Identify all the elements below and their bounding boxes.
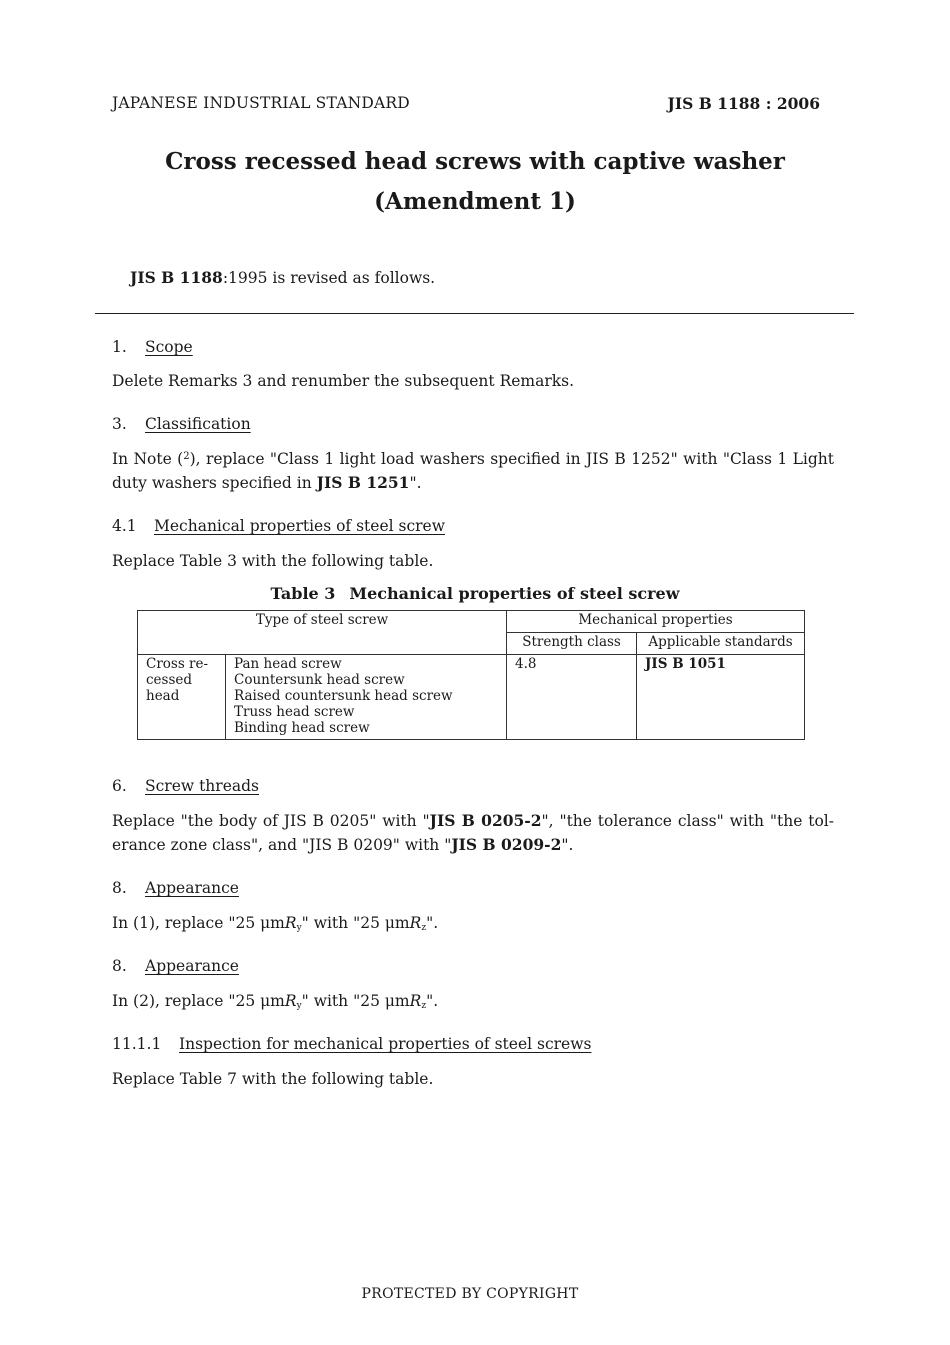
- header-type: Type of steel screw: [138, 611, 507, 655]
- symbol-subscript: y: [296, 923, 302, 933]
- text-run: ".: [561, 836, 574, 854]
- symbol-r: R: [284, 914, 297, 932]
- header-standard-label: JAPANESE INDUSTRIAL STANDARD: [112, 94, 410, 112]
- intro-rest: :1995 is revised as follows.: [222, 269, 436, 287]
- section-heading-mechanical: [112, 517, 445, 535]
- section-number: 6.: [112, 777, 127, 795]
- section-text-appearance-1: [112, 911, 834, 940]
- section-title: Inspection for mechanical properties of steel screws: [179, 1035, 592, 1053]
- symbol-r: R: [409, 992, 422, 1010]
- symbol-subscript: y: [296, 1001, 302, 1011]
- table-caption-title: Mechanical properties of steel screw: [349, 584, 680, 603]
- table-caption-number: Table 3: [270, 584, 336, 603]
- section-heading-scope: [112, 338, 193, 356]
- section-heading-appearance-1: [112, 879, 239, 897]
- std-ref: JIS B 0209-2: [451, 835, 562, 854]
- header-strength: Strength class: [507, 633, 637, 655]
- text-run: ), replace "Class 1 light load washers specified in JIS B 1252" with "Class 1 Light duty washers specified in: [112, 450, 834, 492]
- header-standard-number: JIS B 1188 : 2006: [667, 94, 820, 113]
- screw-types-cell: [226, 655, 507, 740]
- group-line: Cross re-: [146, 656, 209, 672]
- header-standards: Applicable standards: [637, 633, 805, 655]
- text-run: ".: [426, 914, 439, 932]
- screw-type: Pan head screw: [234, 656, 342, 672]
- header-mechanical: Mechanical properties: [507, 611, 805, 633]
- text-run: " with "25 μm: [301, 914, 410, 932]
- section-number: 8.: [112, 957, 127, 975]
- section-heading-inspection: [112, 1035, 591, 1053]
- group-line: head: [146, 688, 180, 704]
- screw-type: Raised countersunk head screw: [234, 688, 453, 704]
- text-run: ".: [409, 474, 422, 492]
- group-cell: [138, 655, 226, 740]
- strength-cell: 4.8: [507, 655, 637, 740]
- table-caption: [0, 584, 950, 603]
- section-title: Mechanical properties of steel screw: [154, 517, 445, 535]
- section-text-classification: [112, 447, 834, 495]
- screw-type: Binding head screw: [234, 720, 370, 736]
- group-line: cessed: [146, 672, 193, 688]
- standard-ref: JIS B 1051: [645, 656, 726, 672]
- divider: [95, 313, 854, 314]
- section-title: Scope: [145, 338, 193, 356]
- section-number: 8.: [112, 879, 127, 897]
- section-title: Appearance: [145, 957, 239, 975]
- page-title: [0, 142, 950, 222]
- mechanical-properties-table: [137, 610, 805, 740]
- intro-text: [130, 268, 435, 287]
- std-ref: JIS B 0205-2: [429, 811, 542, 830]
- title-line-1: Cross recessed head screws with captive washer: [165, 148, 785, 175]
- text-run: In (1), replace "25 μm: [112, 914, 285, 932]
- section-number: 4.1: [112, 517, 137, 535]
- screw-type: Truss head screw: [234, 704, 355, 720]
- section-number: 3.: [112, 415, 127, 433]
- section-title: Appearance: [145, 879, 239, 897]
- section-text-scope: Delete Remarks 3 and renumber the subsequent Remarks.: [112, 372, 575, 390]
- section-text-inspection: Replace Table 7 with the following table.: [112, 1070, 434, 1088]
- symbol-r: R: [284, 992, 297, 1010]
- section-title: Screw threads: [145, 777, 259, 795]
- text-run: In Note (: [112, 450, 184, 468]
- section-number: 11.1.1: [112, 1035, 162, 1053]
- text-run: " with "25 μm: [301, 992, 410, 1010]
- section-title: Classification: [145, 415, 251, 433]
- table-header-row: [138, 611, 805, 633]
- section-number: 1.: [112, 338, 127, 356]
- section-text-mechanical: Replace Table 3 with the following table.: [112, 552, 434, 570]
- symbol-subscript: z: [421, 923, 427, 933]
- text-run: ".: [426, 992, 439, 1010]
- section-text-threads: [112, 809, 834, 857]
- section-text-appearance-2: [112, 989, 834, 1018]
- copyright-footer: PROTECTED BY COPYRIGHT: [361, 1286, 579, 1302]
- symbol-r: R: [409, 914, 422, 932]
- standard-cell: [637, 655, 805, 740]
- intro-std: JIS B 1188: [130, 268, 223, 287]
- screw-type: Countersunk head screw: [234, 672, 405, 688]
- table-row: [138, 655, 805, 740]
- section-heading-appearance-2: [112, 957, 239, 975]
- text-run: In (2), replace "25 μm: [112, 992, 285, 1010]
- text-run: ", "the tolerance class" with "the tol-erance zone class", and "JIS B 0209" with ": [112, 812, 835, 854]
- text-run: Replace "the body of JIS B 0205" with ": [112, 812, 430, 830]
- symbol-subscript: z: [421, 1001, 427, 1011]
- std-ref: JIS B 1251: [316, 473, 410, 492]
- section-heading-classification: [112, 415, 251, 433]
- note-superscript: 2: [183, 451, 190, 462]
- title-line-2: (Amendment 1): [374, 188, 576, 215]
- section-heading-threads: [112, 777, 259, 795]
